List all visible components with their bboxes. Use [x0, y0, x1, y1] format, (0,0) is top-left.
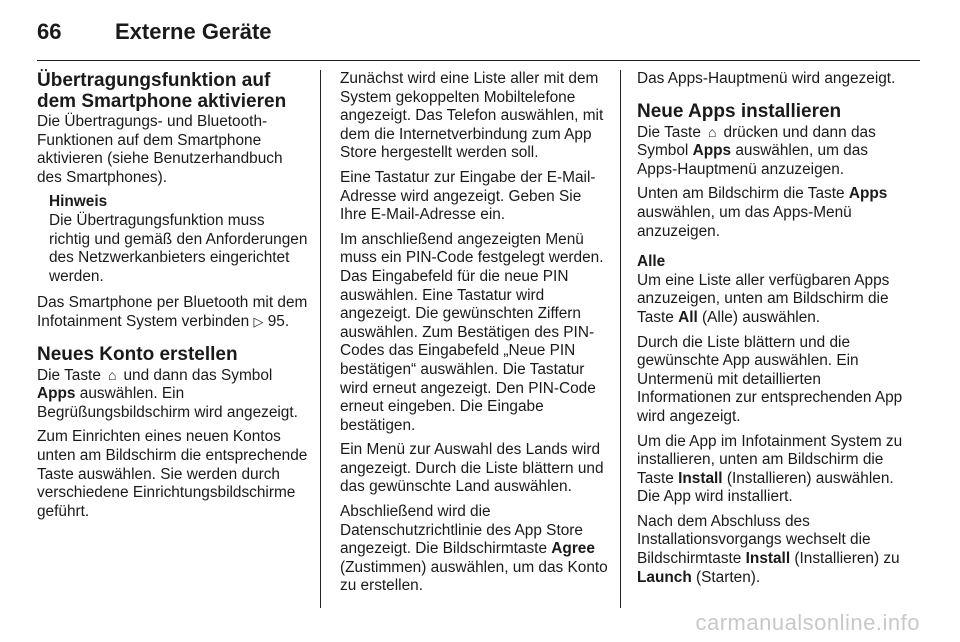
- paragraph-text: (Starten).: [696, 568, 761, 586]
- apps-label: Apps: [848, 185, 888, 203]
- section-heading: Neues Konto erstellen: [37, 343, 238, 365]
- section-heading: Übertragungsfunktion auf dem Smartphone aktivieren: [37, 70, 287, 112]
- paragraph-text: (Zustimmen) auswählen, um das Konto zu erstellen.: [340, 558, 608, 595]
- apps-label: Apps: [37, 385, 76, 403]
- home-icon: ⌂: [707, 123, 717, 140]
- paragraph: [37, 294, 309, 331]
- agree-label: Agree: [551, 540, 595, 558]
- paragraph: [637, 185, 905, 241]
- page-reference-arrow-icon: ▷: [253, 313, 264, 329]
- paragraph: Eine Tastatur zur Eingabe der E-Mail-Adresse wird angezeigt. Geben Sie Ihre E-Mail-Adresse ein.: [340, 168, 596, 224]
- home-icon: ⌂: [107, 366, 117, 383]
- page-number: 66: [37, 19, 62, 44]
- paragraph: Die Übertragungs- und Bluetooth-Funktionen auf dem Smartphone aktivieren (siehe Benutzerhandbuch des Smartphones).: [37, 113, 283, 186]
- section-heading: Neue Apps installieren: [637, 100, 842, 122]
- paragraph: [637, 513, 905, 587]
- chapter-title: Externe Geräte: [115, 19, 272, 44]
- column-divider: [620, 70, 621, 608]
- paragraph-text: Um die App im Infotainment System zu installieren, unten am Bildschirm die Taste: [637, 432, 903, 487]
- paragraph: Durch die Liste blättern und die gewünschte App auswählen. Ein Untermenü mit detaillierten Informationen zur entsprechenden App wird angezeigt.: [637, 333, 903, 425]
- paragraph-text: Die Taste: [637, 123, 701, 141]
- page-header: [37, 12, 272, 52]
- launch-label: Launch: [637, 568, 692, 586]
- paragraph-text: drücken und dann das Symbol: [637, 123, 876, 160]
- paragraph-text: (Alle) auswählen.: [702, 308, 821, 326]
- all-label: All: [678, 308, 698, 326]
- install-label: Install: [745, 550, 791, 568]
- page-reference[interactable]: 95.: [267, 312, 290, 330]
- paragraph: Ein Menü zur Auswahl des Lands wird angezeigt. Durch die Liste blättern und das gewünschte Land auswählen.: [340, 441, 604, 496]
- note-text: Die Übertragungsfunktion muss richtig und gemäß den Anforderungen des Netzwerkanbieters eingerichtet werden.: [49, 211, 308, 285]
- column-2: [340, 70, 608, 602]
- install-label: Install: [678, 469, 723, 487]
- note-title: Hinweis: [49, 193, 108, 211]
- paragraph-text: Das Smartphone per Bluetooth mit dem Infotainment System verbinden: [37, 294, 308, 330]
- paragraph: [637, 433, 905, 507]
- column-3: [637, 70, 905, 593]
- paragraph-text: und dann das Symbol: [123, 366, 273, 384]
- paragraph: [637, 272, 905, 328]
- paragraph-text: (Installieren) auswählen. Die App wird installiert.: [637, 469, 894, 506]
- paragraph: Im anschließend angezeigten Menü muss ein PIN-Code festgelegt werden. Das Eingabefeld für die neue PIN auswählen. Eine Tastatur wird angezeigt. Die gewünschten Ziffern auswählen. Zum Bestätigen des PIN-Codes das Eingabefeld „Neue PIN bestätigen“ auswählen. Die Tastatur wird erneut angezeigt. Den PIN-Code erneut eingeben. Die Eingabe bestätigen.: [340, 230, 604, 434]
- paragraph-text: Abschließend wird die Datenschutzrichtlinie des App Store angezeigt. Die Bildschirmtaste: [340, 503, 583, 558]
- column-1: [37, 70, 309, 527]
- paragraph-text: Die Taste: [37, 366, 101, 384]
- paragraph: [340, 503, 608, 596]
- column-divider: [320, 70, 321, 608]
- watermark: carmanualsonline.info: [695, 610, 920, 635]
- paragraph-text: (Installieren) zu: [794, 550, 900, 568]
- paragraph-text: Unten am Bildschirm die Taste: [637, 185, 845, 203]
- paragraph-text: auswählen, um das Apps-Hauptmenü anzuzeigen.: [637, 142, 868, 178]
- note-box: [37, 193, 309, 286]
- paragraph: Zum Einrichten eines neuen Kontos unten am Bildschirm die entsprechende Taste auswählen. Sie werden durch verschiedene Einrichtungsbildschirme geführt.: [37, 428, 308, 520]
- apps-label: Apps: [692, 142, 732, 160]
- paragraph-text: auswählen, um das Apps-Menü anzuzeigen.: [637, 203, 852, 240]
- paragraph: [637, 123, 905, 180]
- subsection-heading: Alle: [637, 253, 666, 271]
- paragraph: Das Apps-Hauptmenü wird angezeigt.: [637, 70, 896, 87]
- paragraph-text: Um eine Liste aller verfügbaren Apps anzuzeigen, unten am Bildschirm die Taste: [637, 271, 890, 326]
- paragraph-text: Nach dem Abschluss des Installationsvorgangs wechselt die Bildschirmtaste: [637, 512, 871, 568]
- paragraph-text: auswählen. Ein Begrüßungsbildschirm wird angezeigt.: [37, 385, 298, 421]
- paragraph: [37, 366, 309, 423]
- header-rule: [37, 60, 920, 61]
- paragraph: Zunächst wird eine Liste aller mit dem System gekoppelten Mobiltelefone angezeigt. Das Telefon auswählen, mit dem die Internetverbindung zum App Store hergestellt werden soll.: [340, 70, 604, 162]
